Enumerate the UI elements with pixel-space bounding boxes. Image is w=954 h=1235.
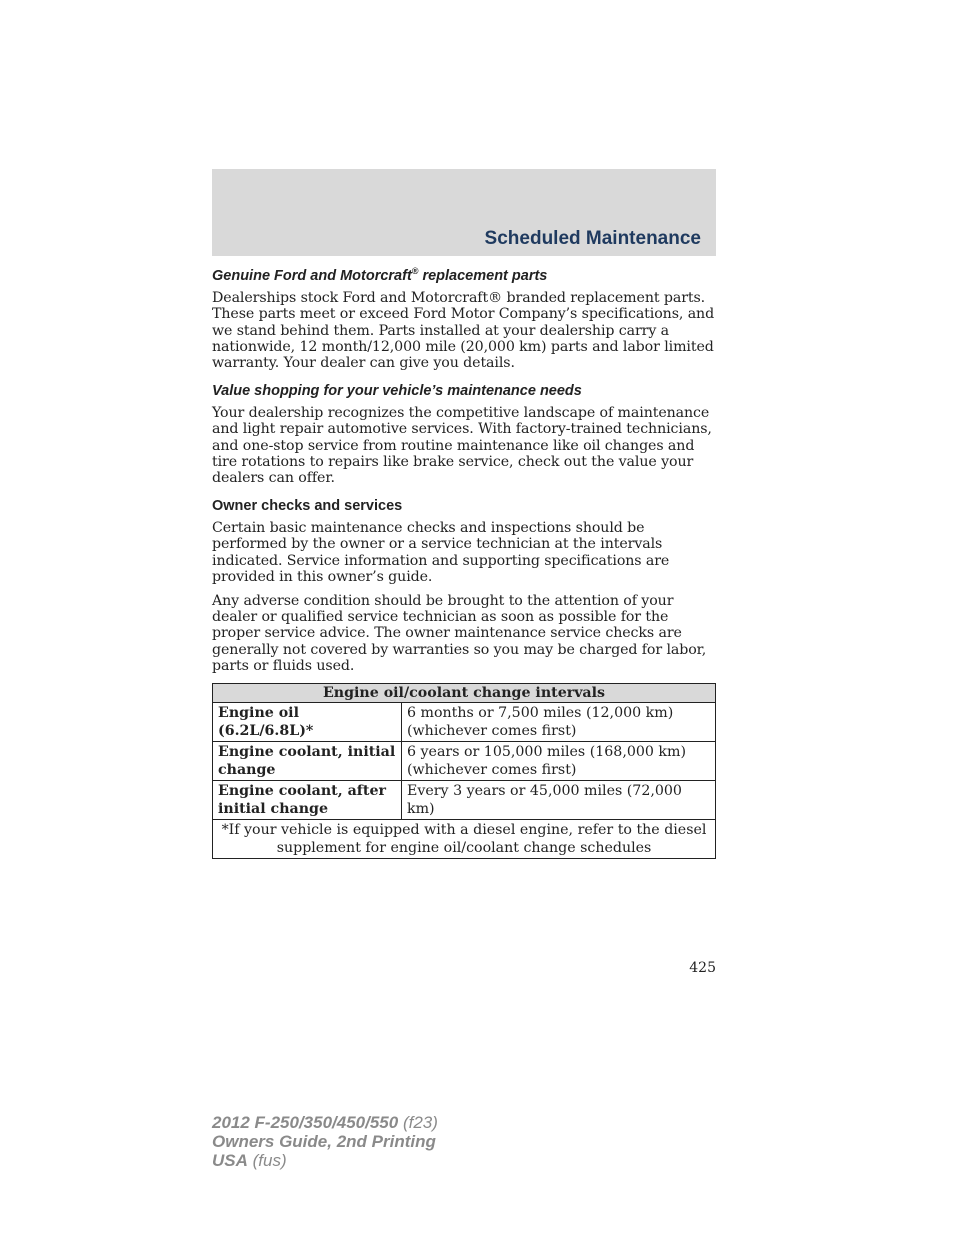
footer-region-code: (fus) xyxy=(247,1151,287,1170)
row-label: Engine coolant, initial change xyxy=(213,741,402,780)
paragraph-value-shopping: Your dealership recognizes the competitive landscape of maintenance and light repair automotive services. With factory-trained technicians, and one-stop service from routine maintenance like oil changes and tire rotations to repairs like brake service, check out the value your dealers can offer. xyxy=(212,404,712,487)
heading-genuine-parts xyxy=(212,266,716,284)
page-content xyxy=(212,266,716,859)
document-footer xyxy=(212,1113,438,1170)
section-header-band xyxy=(212,169,716,256)
paragraph-owner-checks-1: Certain basic maintenance checks and inspections should be performed by the owner or a service technician at the intervals indicated. Service information and supporting specifications are provided in this owner’s guide. xyxy=(212,519,670,586)
footer-region: USA xyxy=(212,1151,248,1170)
heading-value-shopping: Value shopping for your vehicle’s maintenance needs xyxy=(212,382,582,399)
row-label: Engine coolant, after initial change xyxy=(213,780,402,819)
table-row xyxy=(213,780,716,819)
row-label: Engine oil (6.2L/6.8L)* xyxy=(213,702,402,741)
footer-model-code: (f23) xyxy=(398,1113,438,1132)
heading-genuine-parts-text: Genuine Ford and Motorcraft xyxy=(212,267,412,284)
row-value: 6 years or 105,000 miles (168,000 km) (whichever comes first) xyxy=(402,741,716,780)
table-row xyxy=(213,741,716,780)
section-title: Scheduled Maintenance xyxy=(484,228,701,249)
table-row xyxy=(213,702,716,741)
footer-edition: Owners Guide, 2nd Printing xyxy=(212,1132,436,1151)
page-number: 425 xyxy=(689,960,716,976)
footer-model: 2012 F-250/350/450/550 xyxy=(212,1113,399,1132)
heading-genuine-parts-tail: replacement parts xyxy=(418,267,548,284)
heading-owner-checks: Owner checks and services xyxy=(212,497,403,514)
table-footnote: *If your vehicle is equipped with a diesel engine, refer to the diesel supplement for engine oil/coolant change schedules xyxy=(213,819,716,858)
row-value: Every 3 years or 45,000 miles (72,000 km) xyxy=(402,780,716,819)
registered-mark: ® xyxy=(411,266,419,276)
paragraph-owner-checks-2: Any adverse condition should be brought to the attention of your dealer or qualified service technician as soon as possible for the proper service advice. The owner maintenance service checks are generally not covered by warranties so you may be charged for labor, parts or fluids used. xyxy=(212,592,707,675)
row-value: 6 months or 7,500 miles (12,000 km) (whichever comes first) xyxy=(402,702,716,741)
table-title: Engine oil/coolant change intervals xyxy=(213,683,716,702)
change-intervals-table xyxy=(212,683,716,859)
paragraph-genuine-parts: Dealerships stock Ford and Motorcraft® branded replacement parts. These parts meet or exceed Ford Motor Company’s specifications, and we stand behind them. Parts installed at your dealership carry a nationwide, 12 month/12,000 mile (20,000 km) parts and labor limited warranty. Your dealer can give you details. xyxy=(212,289,715,372)
